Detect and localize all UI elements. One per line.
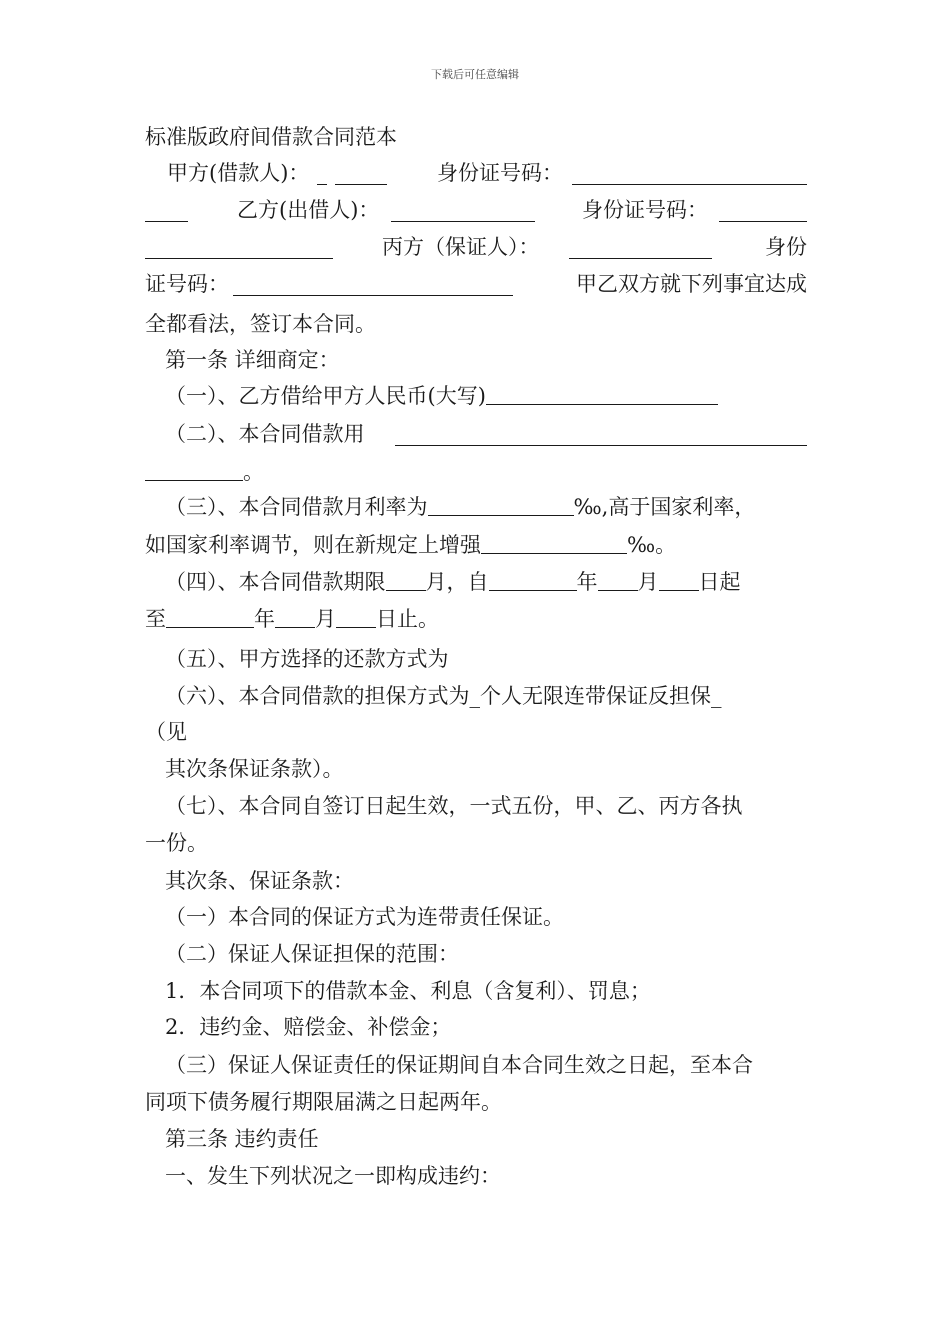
blank <box>428 495 574 516</box>
blank <box>598 570 638 591</box>
agreement-text: 全都看法，签订本合同。 <box>145 312 376 336</box>
day-start: 日起 <box>698 570 741 594</box>
blank <box>659 570 699 591</box>
document-title: 标准版政府间借款合同范本 <box>145 125 397 149</box>
blank <box>317 164 327 185</box>
clause-7: （七）、本合同自签订日起生效，一式五份，甲、乙、丙方各执 <box>165 794 743 818</box>
id-label: 证号码： <box>145 272 229 296</box>
year: 年 <box>254 607 275 631</box>
blank <box>489 570 577 591</box>
breach-clause-1: 一、发生下列状况之一即构成违约： <box>165 1164 501 1188</box>
page-header: 下载后可任意编辑 <box>431 68 519 81</box>
blank <box>166 607 254 628</box>
blank <box>719 201 807 222</box>
blank <box>145 238 333 259</box>
blank <box>233 275 513 296</box>
id-label: 身份 <box>765 235 807 259</box>
clause-6: （六）、本合同借款的担保方式为_个人无限连带保证反担保_ <box>165 684 722 708</box>
article-2-heading: 其次条、保证条款： <box>165 869 354 893</box>
agreement-text: 甲乙双方就下列事宜达成 <box>576 272 807 296</box>
blank <box>569 238 712 259</box>
id-label: 身份证号码： <box>582 198 708 222</box>
clause-7-cont: 一份。 <box>145 831 208 855</box>
clause-3-cont-text: 如国家利率调节，则在新规定上增强 <box>145 533 481 557</box>
blank <box>486 384 718 405</box>
blank <box>481 533 627 554</box>
guarantee-clause-3-cont: 同项下债务履行期限届满之日起两年。 <box>145 1090 502 1114</box>
clause-3-cont <box>145 532 807 558</box>
blank <box>391 201 535 222</box>
clause-4-cont <box>145 606 807 632</box>
clause-1-text: （一）、乙方借给甲方人民币(大写) <box>165 384 486 408</box>
month: 月 <box>315 607 336 631</box>
clause-2 <box>165 421 807 447</box>
blank <box>572 164 807 185</box>
blank <box>395 425 807 446</box>
party-b-label: 乙方(出借人)： <box>237 198 380 222</box>
clause-6-cont: （见 <box>145 720 187 744</box>
clause-3-text: （三）、本合同借款月利率为 <box>165 495 428 519</box>
guarantee-item-1: 1．本合同项下的借款本金、利息（含复利）、罚息； <box>165 979 651 1003</box>
clause-1 <box>165 383 827 409</box>
to: 至 <box>145 607 166 631</box>
guarantee-item-2: 2．违约金、赔偿金、补偿金； <box>165 1015 452 1039</box>
article-3-heading: 第三条 违约责任 <box>165 1127 319 1151</box>
clause-3 <box>165 494 807 520</box>
clause-2-cont <box>145 459 807 485</box>
article-1-heading: 第一条 详细商定： <box>165 348 340 372</box>
year: 年 <box>576 570 598 594</box>
guarantee-clause-2: （二）保证人保证担保的范围： <box>165 942 459 966</box>
clause-2-text: （二）、本合同借款用 <box>165 422 365 446</box>
party-a-label: 甲方(借款人)： <box>167 161 310 185</box>
guarantee-clause-1: （一）本合同的保证方式为连带责任保证。 <box>165 905 564 929</box>
clause-4 <box>165 569 807 595</box>
clause-4-text: （四）、本合同借款期限 <box>165 570 386 594</box>
party-c-label: 丙方（保证人）： <box>382 235 540 259</box>
blank <box>275 607 315 628</box>
blank <box>145 460 243 481</box>
clause-5: （五）、甲方选择的还款方式为 <box>165 647 449 671</box>
month-from: 月，自 <box>425 570 489 594</box>
id-label: 身份证号码： <box>437 161 563 185</box>
blank <box>145 201 188 222</box>
guarantee-clause-3: （三）保证人保证责任的保证期间自本合同生效之日起，至本合 <box>165 1053 753 1077</box>
clause-6-cont-2: 其次条保证条款）。 <box>165 757 344 781</box>
clause-3-text-b: ‰,高于国家利率， <box>573 495 756 519</box>
period: 。 <box>243 460 264 484</box>
month: 月 <box>637 570 659 594</box>
permille: ‰。 <box>627 533 677 557</box>
blank <box>386 570 426 591</box>
blank <box>335 164 387 185</box>
blank <box>336 607 376 628</box>
day-end: 日止。 <box>376 607 439 631</box>
